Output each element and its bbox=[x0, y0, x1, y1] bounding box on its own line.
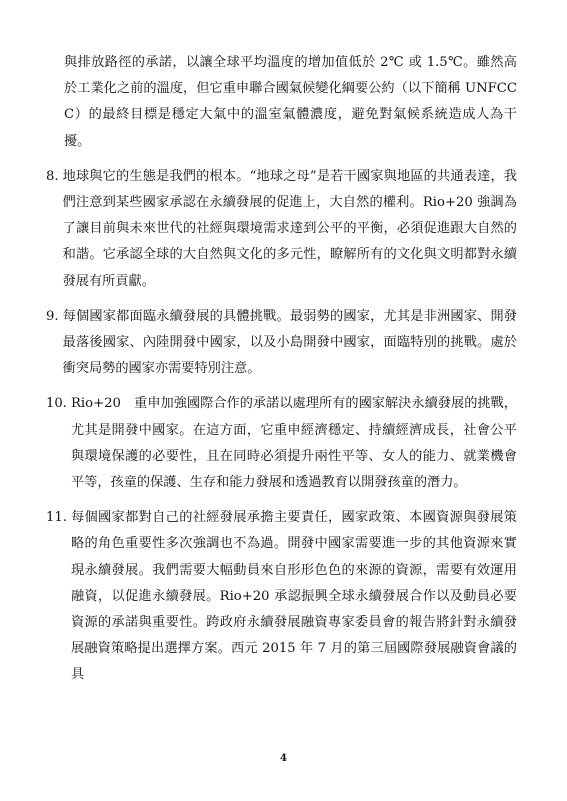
list-item-9 bbox=[46, 304, 517, 383]
item-text: Rio+20 重申加強國際合作的承諾以處理所有的國家解決永續發展的挑戰，尤其是開發中國家。在這方面，它重申經濟穩定、持續經濟成長，社會公平與環境保護的必要性，且在同時必須提升兩性平等、女人的能力、就業機會平等，孩童的保護、生存和能力發展和透過教育以開發孩童的潛力。 bbox=[70, 396, 517, 491]
page-number: 4 bbox=[280, 753, 287, 764]
item-number: 8. bbox=[46, 168, 59, 184]
item-number: 9. bbox=[46, 308, 59, 324]
item-text: 地球與它的生態是我們的根本。“地球之母”是若干國家與地區的共通表達，我們注意到某些國家承認在永續發展的促進上，大自然的權利。Rio+20 強調為了讓目前與未來世代的社經與環境需求達到公平的平衡，必須促進跟大自然的和諧。它承認全球的大自然與文化的多元性，瞭解所有的文化與文明都對永續發展有所貢獻。 bbox=[62, 168, 517, 289]
item-number: 10. bbox=[46, 396, 67, 412]
item-text: 每個國家都對自己的社經發展承擔主要責任，國家政策、本國資源與發展策略的角色重要性多次強調也不為過。開發中國家需要進一步的其他資源來實現永續發展。我們需要大幅動員來自形形色色的來源的資源，需要有效運用融資，以促進永續發展。Rio+20 承認振興全球永續發展合作以及動員必要資源的承諾與重要性。跨政府永續發展融資專家委員會的報告將針對永續發展融資策略提出選擇方案。西元 2015 年 7 月的第三屆國際發展融資會議的具 bbox=[70, 510, 517, 683]
list-item-8 bbox=[46, 164, 517, 295]
list-item-11 bbox=[46, 505, 517, 688]
item-text: 每個國家都面臨永續發展的具體挑戰。最弱勢的國家，尤其是非洲國家、開發最落後國家、內陸開發中國家，以及小島開發中國家，面臨特別的挑戰。處於衝突局勢的國家亦需要特別注意。 bbox=[62, 308, 517, 377]
list-item-10 bbox=[46, 391, 517, 496]
item-number: 11. bbox=[46, 510, 67, 526]
intro-paragraph: 與排放路徑的承諾，以讓全球平均溫度的增加值低於 2℃ 或 1.5℃。雖然高於工業化之前的溫度，但它重申聯合國氣候變化綱要公約（以下簡稱 UNFCCC）的最終目標是穩定大氣中的溫室氣體濃度，避免對氣候系統造成人為干擾。 bbox=[64, 55, 517, 149]
